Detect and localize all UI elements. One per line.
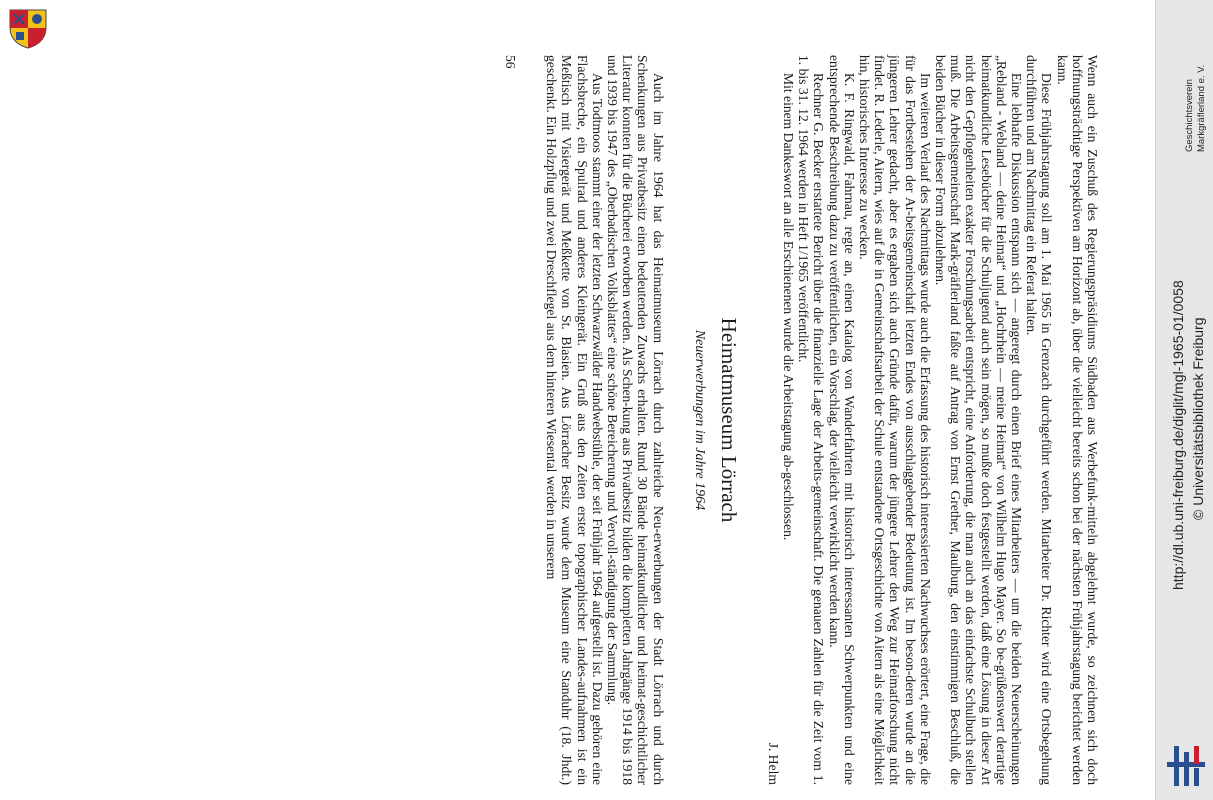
copyright-notice: © Universitätsbibliothek Freiburg [1190,317,1206,520]
article1-paragraph-2: Diese Frühjahrstagung soll am 1. Mai 1965 in Grenzach durchgeführt werden. Mitarbeiter Dr. Richter wird eine Ortsbegehung durchführen und am Nachmittag ein Referat halten. [1024,55,1055,785]
coat-of-arms-icon [6,6,50,50]
article1-paragraph-6: Rechner G. Becker erstattete Bericht über die finanzielle Lage der Arbeits-gemeinschaft. Die genauen Zahlen für die Zeit vom 1. 1. bis 31. 12. 1964 werden in Heft 1/1965 veröffentlicht. [796,55,827,785]
society-name-line2: Markgräflerland e. V. [1196,64,1207,152]
article1-signature: J. Helm [765,742,781,785]
article1-paragraph-5: K. F. Ringwald, Fahrnau, regte an, einen Katalog von Wanderfahrten mit historisch interessanten Schwerpunkten und eine entsprechende Beschreibung dazu zu veröffentlichen, ein Vorschlag, der vielleicht verwirklicht werden kann. [826,55,857,785]
society-name-line1: Geschichtsverein [1184,79,1195,152]
page-number: 56 [502,55,518,69]
section-gap-2 [666,55,690,785]
article1-paragraph-3: Eine lebhafte Diskussion entspann sich — angeregt durch einen Brief eines Mitarbeiters — um die beiden Neuerscheinungen „Rebland - Webland — deine Heimat“ und „Hochrhein — meine Heimat“ von Wilhelm Hugo Mayer. So be-grüßenswert derartige heimatkundliche Lesebücher für die Schuljugend auch sein mögen, so mußte doch festgestellt werden, daß eine Lösung in dieser Art nicht den Gepflogenheiten exakter Forschungsarbeit entspricht, eine Anforderung, die man auch an das einfachste Schulbuch stellen muß. Die Arbeitsgemeinschaft Mark-gräflerland faßte auf Antrag von Ernst Grether, Maulburg, den einstimmigen Beschluß, die beiden Bücher in dieser Form abzulehnen. [932,55,1024,785]
article2-paragraph-2: Aus Todtmoos stammt einer der letzten Schwarzwälder Handwebstühle, der seit Frühjahr 1964 aufgestellt ist. Dazu gehören eine Flachsbreche, ein Spulrad und anderes Kleingerät. Ein Gruß aus den Zeiten erster topographischer Landes-aufnahmen ist ein Meßtisch mit Visiergerät und Meßkette von St. Blasien. Aus Lörracher Besitz wurde dem Museum eine Standuhr (18. Jhdt.) geschenkt. Ein Holzpflug und zwei Dreschflegel aus dem hinteren Wiesental werden in unserem [544,55,605,785]
library-logo-icon [1165,742,1207,790]
article1-paragraph-4: Im weiteren Verlauf des Nachmittags wurde auch die Erfassung des historisch interessierten Nachwuchses erörtert, eine Frage, die für das Fortbestehen der Ar-beitsgemeinschaft letzten Endes von ausschlaggebender Bedeutung ist. Im beson-deren wurde an die jüngeren Lehrer gedacht, aber es ergaben sich auch Gründe dafür, warum der jüngere Lehrer den Weg zur Heimatforschung nicht findet. R. Lederle, Aitern, wies auf die in Gemeinschaftsarbeit der Schule entstandene Ortsgeschichte von Aitern als eine Möglichkeit hin, historisches Interesse zu wecken. [856,55,933,785]
permalink-url[interactable]: http://dl.ub.uni-freiburg.de/diglit/mgl-1965-01/0058 [1170,280,1186,590]
article1-paragraph-1: Wenn auch ein Zuschuß des Regierungspräsidiums Südbaden aus Werbefunk-mitteln abgelehnt wurde, so zeichnen sich doch hoffnungsträchtige Perspektiven am Horizont ab, über die vielleicht bereits schon bei der nächsten Frühjahrstagung berichtet werden kann. [1054,55,1100,785]
article2-paragraph-1: Auch im Jahre 1964 hat das Heimatmuseum Lörrach durch zahlreiche Neu-erwerbungen der Stadt Lörrach und durch Schenkungen aus Privatbesitz einen bedeutenden Zuwachs erhalten. Rund 30 Bände heimatkundlicher und heimat-geschichtlicher Literatur konnten für die Bücherei erworben werden. Als Schen-kung aus Privatbesitz bilden die kompletten Jahrgänge 1914 bis 1918 und 1939 bis 1947 des „Oberbadischen Volksblattes“ eine schöne Bereicherung und Vervoll-ständigung der Sammlung. [604,55,666,785]
section-gap [742,55,766,785]
article2-title: Heimatmuseum Lörrach [716,317,741,523]
page-content [60,55,1100,785]
article1-paragraph-7: Mit einem Dankeswort an alle Erschienenen wurde die Arbeitstagung ab-geschlossen. [780,73,796,541]
article2-subtitle: Neuerwerbungen im Jahre 1964 [691,329,707,511]
